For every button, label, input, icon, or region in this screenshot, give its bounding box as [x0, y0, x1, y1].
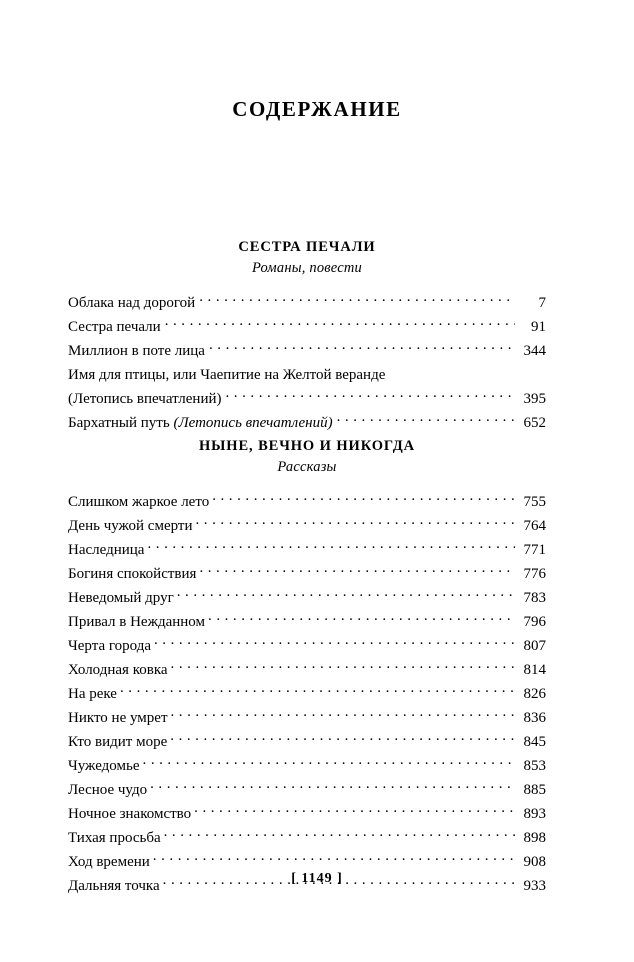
dot-leader — [170, 731, 515, 746]
toc-entry-page: 836 — [523, 710, 546, 726]
page-folio: [ 1149 ] — [291, 871, 343, 886]
toc-entry[interactable] — [68, 802, 546, 826]
toc-entry-page: 764 — [523, 518, 546, 534]
toc-entry[interactable] — [68, 634, 546, 658]
toc-entry[interactable] — [68, 610, 546, 634]
toc-entry-page: 908 — [523, 854, 546, 870]
toc-entry-title: Ночное знакомство — [68, 806, 192, 822]
toc-entry[interactable] — [68, 778, 546, 802]
toc-entry-page: 807 — [523, 638, 546, 654]
toc-entry-page: 755 — [523, 494, 546, 510]
toc-entry-title: День чужой смерти — [68, 518, 193, 534]
toc-entry-page: 7 — [538, 295, 546, 311]
toc-entry-title: Дальняя точка — [68, 878, 160, 894]
toc-entry[interactable] — [68, 339, 546, 363]
toc-entry-title — [68, 411, 337, 435]
dot-leader — [154, 635, 515, 650]
dot-leader — [337, 412, 515, 427]
toc-entry[interactable] — [68, 562, 546, 586]
toc-entry-title: Неведомый друг — [68, 590, 174, 606]
toc-entry[interactable] — [68, 658, 546, 682]
toc-entry[interactable] — [68, 730, 546, 754]
toc-entry-title: Привал в Нежданном — [68, 614, 206, 630]
page-title: СОДЕРЖАНИЕ — [232, 97, 402, 121]
toc-entry-page: 814 — [523, 662, 546, 678]
dot-leader — [194, 803, 515, 818]
toc-entry-title: Богиня спокойствия — [68, 566, 197, 582]
dot-leader — [120, 683, 515, 698]
toc-entry[interactable] — [68, 315, 546, 339]
toc-entry[interactable] — [68, 411, 546, 435]
toc-entry-page: 826 — [523, 686, 546, 702]
toc-entry-title-italic-suffix: (Летопись впечатлений) — [173, 415, 333, 431]
dot-leader — [209, 340, 515, 355]
dot-leader — [199, 292, 515, 307]
toc-entry-page: 395 — [523, 391, 546, 407]
toc-entry[interactable] — [68, 682, 546, 706]
dot-leader — [208, 611, 515, 626]
toc-entry[interactable] — [68, 826, 546, 850]
toc-entry-title: Миллион в поте лица — [68, 343, 205, 359]
toc-entry-title: Тихая просьба — [68, 830, 161, 846]
dot-leader — [147, 539, 515, 554]
toc-entry-page: 344 — [523, 343, 546, 359]
dot-leader — [153, 851, 515, 866]
toc-entry-title: Лесное чудо — [68, 782, 148, 798]
toc-entry-title: Кто видит море — [68, 734, 168, 750]
toc-entry-page: 776 — [523, 566, 546, 582]
toc-entry[interactable] — [68, 514, 546, 538]
toc-entry-title: Ход времени — [68, 854, 150, 870]
toc-entry-page: 796 — [523, 614, 546, 630]
dot-leader — [171, 707, 516, 722]
toc-entry-list — [68, 291, 546, 435]
section-title: СЕСТРА ПЕЧАЛИ — [238, 239, 376, 255]
toc-entry-page: 783 — [523, 590, 546, 606]
section-sestra-pechali — [68, 238, 546, 435]
toc-entry-page: 933 — [523, 878, 546, 894]
dot-leader — [199, 563, 515, 578]
dot-leader — [212, 491, 515, 506]
toc-entry[interactable] — [68, 363, 546, 411]
toc-entry-title: Холодная ковка — [68, 662, 168, 678]
toc-entry[interactable] — [68, 538, 546, 562]
toc-entry-page: 652 — [523, 415, 546, 431]
toc-entry[interactable] — [68, 706, 546, 730]
section-subtitle: Рассказы — [277, 459, 337, 475]
section-title: НЫНЕ, ВЕЧНО И НИКОГДА — [198, 438, 416, 454]
toc-entry-title-line2: (Летопись впечатлений) — [68, 391, 222, 407]
toc-entry-title: Сестра печали — [68, 319, 161, 335]
toc-entry[interactable] — [68, 586, 546, 610]
dot-leader — [226, 388, 516, 403]
dot-leader — [150, 779, 515, 794]
toc-entry[interactable] — [68, 291, 546, 315]
toc-entry-list — [68, 490, 546, 898]
dot-leader — [143, 755, 515, 770]
toc-entry-title: Никто не умрет — [68, 710, 168, 726]
toc-entry-title: Черта города — [68, 638, 151, 654]
toc-entry-page: 898 — [523, 830, 546, 846]
toc-entry-title: Облака над дорогой — [68, 295, 196, 311]
dot-leader — [196, 515, 516, 530]
dot-leader — [177, 587, 515, 602]
dot-leader — [171, 659, 515, 674]
toc-entry-title-line1: Имя для птицы, или Чаепитие на Желтой веранде — [68, 367, 386, 383]
toc-entry-page: 845 — [523, 734, 546, 750]
toc-entry-page: 91 — [531, 319, 546, 335]
toc-entry-page: 885 — [523, 782, 546, 798]
toc-entry-title: Наследница — [68, 542, 145, 558]
toc-entry-page: 893 — [523, 806, 546, 822]
section-subtitle: Романы, повести — [252, 260, 362, 276]
toc-entry-title: На реке — [68, 686, 117, 702]
toc-entry-title: Чужедомье — [68, 758, 140, 774]
toc-entry-title: Слишком жаркое лето — [68, 494, 210, 510]
toc-entry[interactable] — [68, 490, 546, 514]
toc-entry[interactable] — [68, 754, 546, 778]
dot-leader — [165, 316, 515, 331]
toc-entry-page: 853 — [523, 758, 546, 774]
section-nyne-vechno-i-nikogda — [68, 437, 546, 898]
toc-entry-title-main: Бархатный путь — [68, 415, 174, 431]
dot-leader — [164, 827, 515, 842]
toc-entry-page: 771 — [523, 542, 546, 558]
